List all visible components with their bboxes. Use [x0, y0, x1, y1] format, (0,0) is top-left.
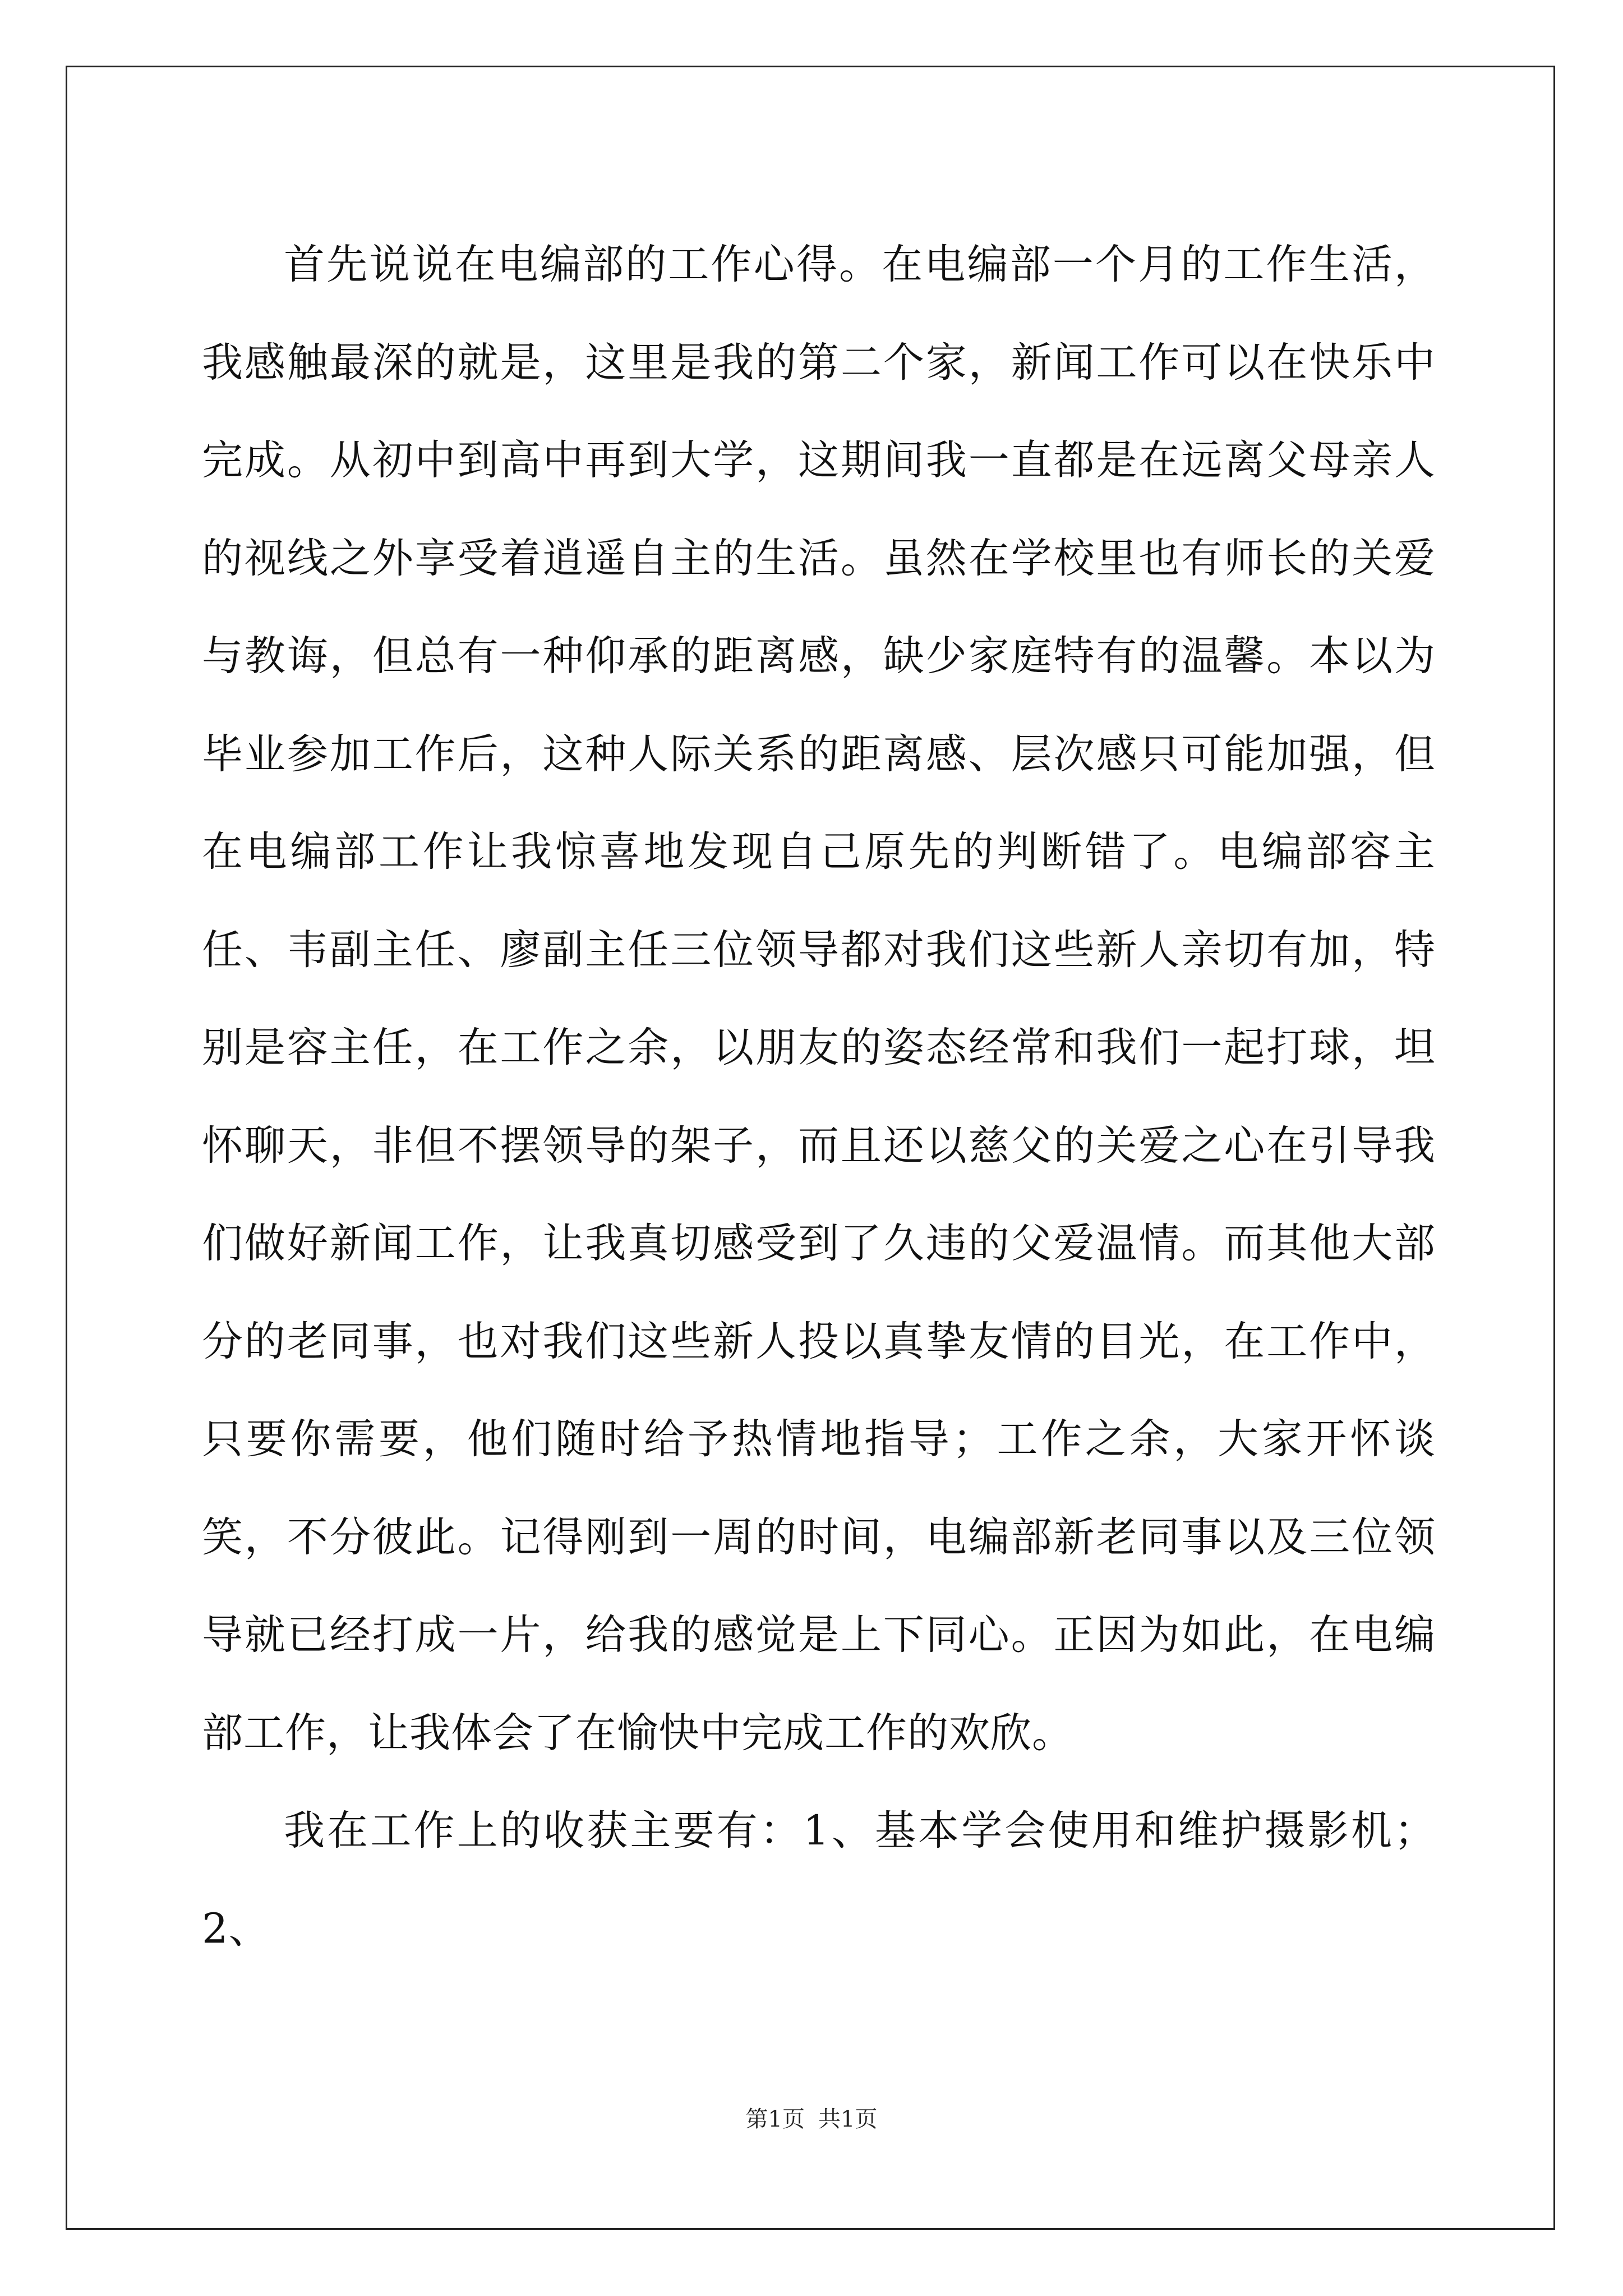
page-footer [0, 2102, 1623, 2136]
paragraph-work-experience: 首先说说在电编部的工作心得。在电编部一个月的工作生活，我感触最深的就是，这里是我的第二个家，新闻工作可以在快乐中完成。从初中到高中再到大学，这期间我一直都是在远离父母亲人的视线之外享受着逍遥自主的生活。虽然在学校里也有师长的关爱与教诲，但总有一种仰承的距离感，缺少家庭特有的温馨。本以为毕业参加工作后，这种人际关系的距离感、层次感只可能加强，但在电编部工作让我惊喜地发现自己原先的判断错了。电编部容主任、韦副主任、廖副主任三位领导都对我们这些新人亲切有加，特别是容主任，在工作之余，以朋友的姿态经常和我们一起打球，坦怀聊天，非但不摆领导的架子，而且还以慈父的关爱之心在引导我们做好新闻工作，让我真切感受到了久违的父爱温情。而其他大部分的老同事，也对我们这些新人投以真挚友情的目光，在工作中，只要你需要，他们随时给予热情地指导；工作之余，大家开怀谈笑，不分彼此。记得刚到一周的时间，电编部新老同事以及三位领导就已经打成一片，给我的感觉是上下同心。正因为如此，在电编部工作，让我体会了在愉快中完成工作的欢欣。 [202, 241, 1436, 1757]
page-number: 第1页 [745, 2106, 805, 2132]
page-total: 共1页 [818, 2106, 878, 2132]
document-body [202, 216, 1436, 1978]
paragraph-work-gains: 我在工作上的收获主要有：1、基本学会使用和维护摄影机；2、 [202, 1807, 1436, 1953]
